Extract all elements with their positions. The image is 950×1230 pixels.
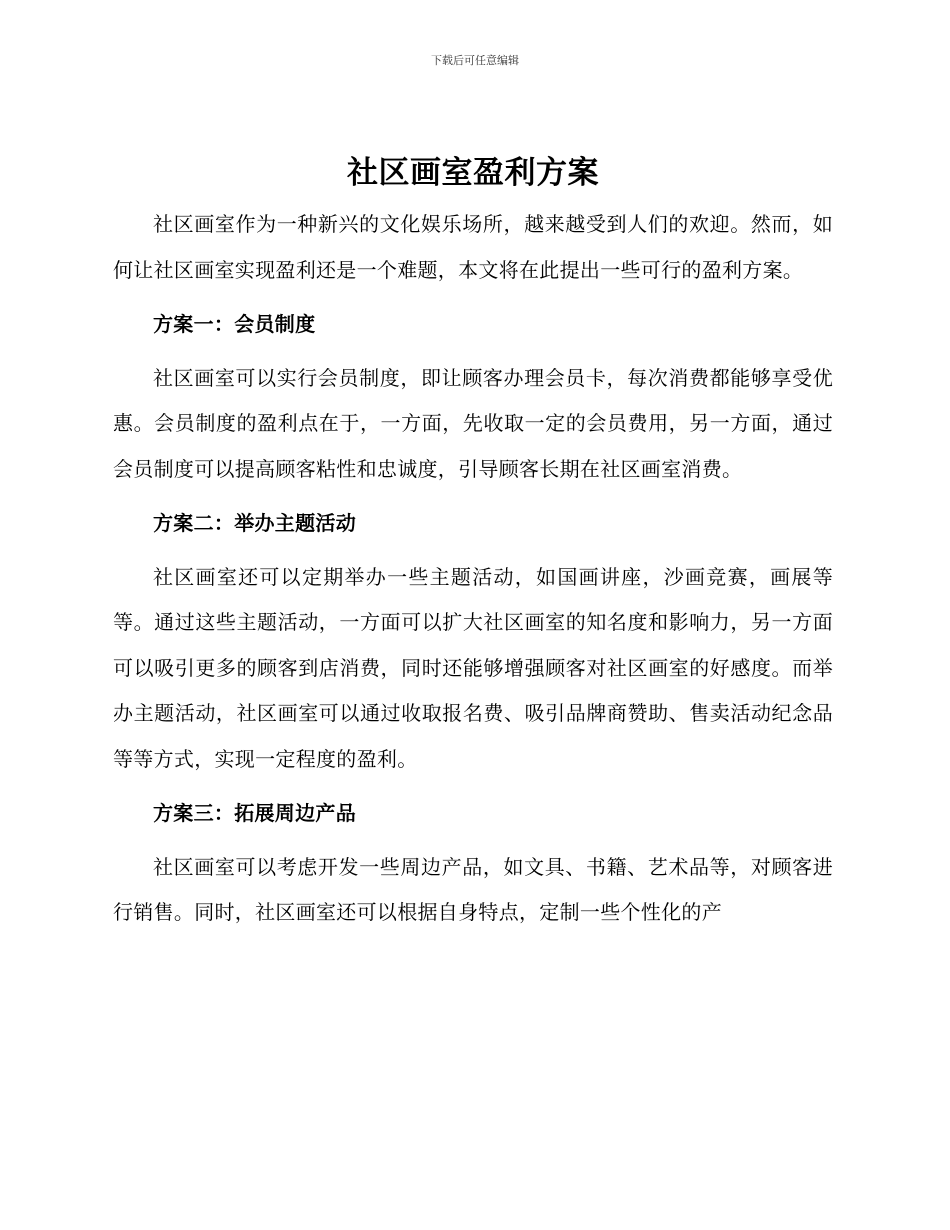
page-header-note: 下载后可任意编辑: [431, 54, 519, 67]
section-body-membership: 社区画室可以实行会员制度，即让顾客办理会员卡，每次消费都能够享受优惠。会员制度的盈利点在于，一方面，先收取一定的会员费用，另一方面，通过会员制度可以提高顾客粘性和忠诚度，引导顾客长期在社区画室消费。: [113, 365, 833, 481]
document-body: [113, 148, 833, 936]
section-heading-membership: 方案一：会员制度: [153, 312, 316, 336]
section-heading-theme-events: 方案二：举办主题活动: [153, 511, 356, 535]
section-body-theme-events: 社区画室还可以定期举办一些主题活动，如国画讲座，沙画竞赛，画展等等。通过这些主题活动，一方面可以扩大社区画室的知名度和影响力，另一方面可以吸引更多的顾客到店消费，同时还能够增强顾客对社区画室的好感度。而举办主题活动，社区画室可以通过收取报名费、吸引品牌商赞助、售卖活动纪念品等等方式，实现一定程度的盈利。: [113, 564, 833, 771]
section-body-merchandise: 社区画室可以考虑开发一些周边产品，如文具、书籍、艺术品等，对顾客进行销售。同时，社区画室还可以根据自身特点，定制一些个性化的产: [113, 854, 833, 924]
document-title: 社区画室盈利方案: [347, 155, 599, 191]
intro-paragraph: 社区画室作为一种新兴的文化娱乐场所，越来越受到人们的欢迎。然而，如何让社区画室实现盈利还是一个难题，本文将在此提出一些可行的盈利方案。: [113, 212, 833, 282]
section-heading-merchandise: 方案三：拓展周边产品: [153, 801, 356, 825]
